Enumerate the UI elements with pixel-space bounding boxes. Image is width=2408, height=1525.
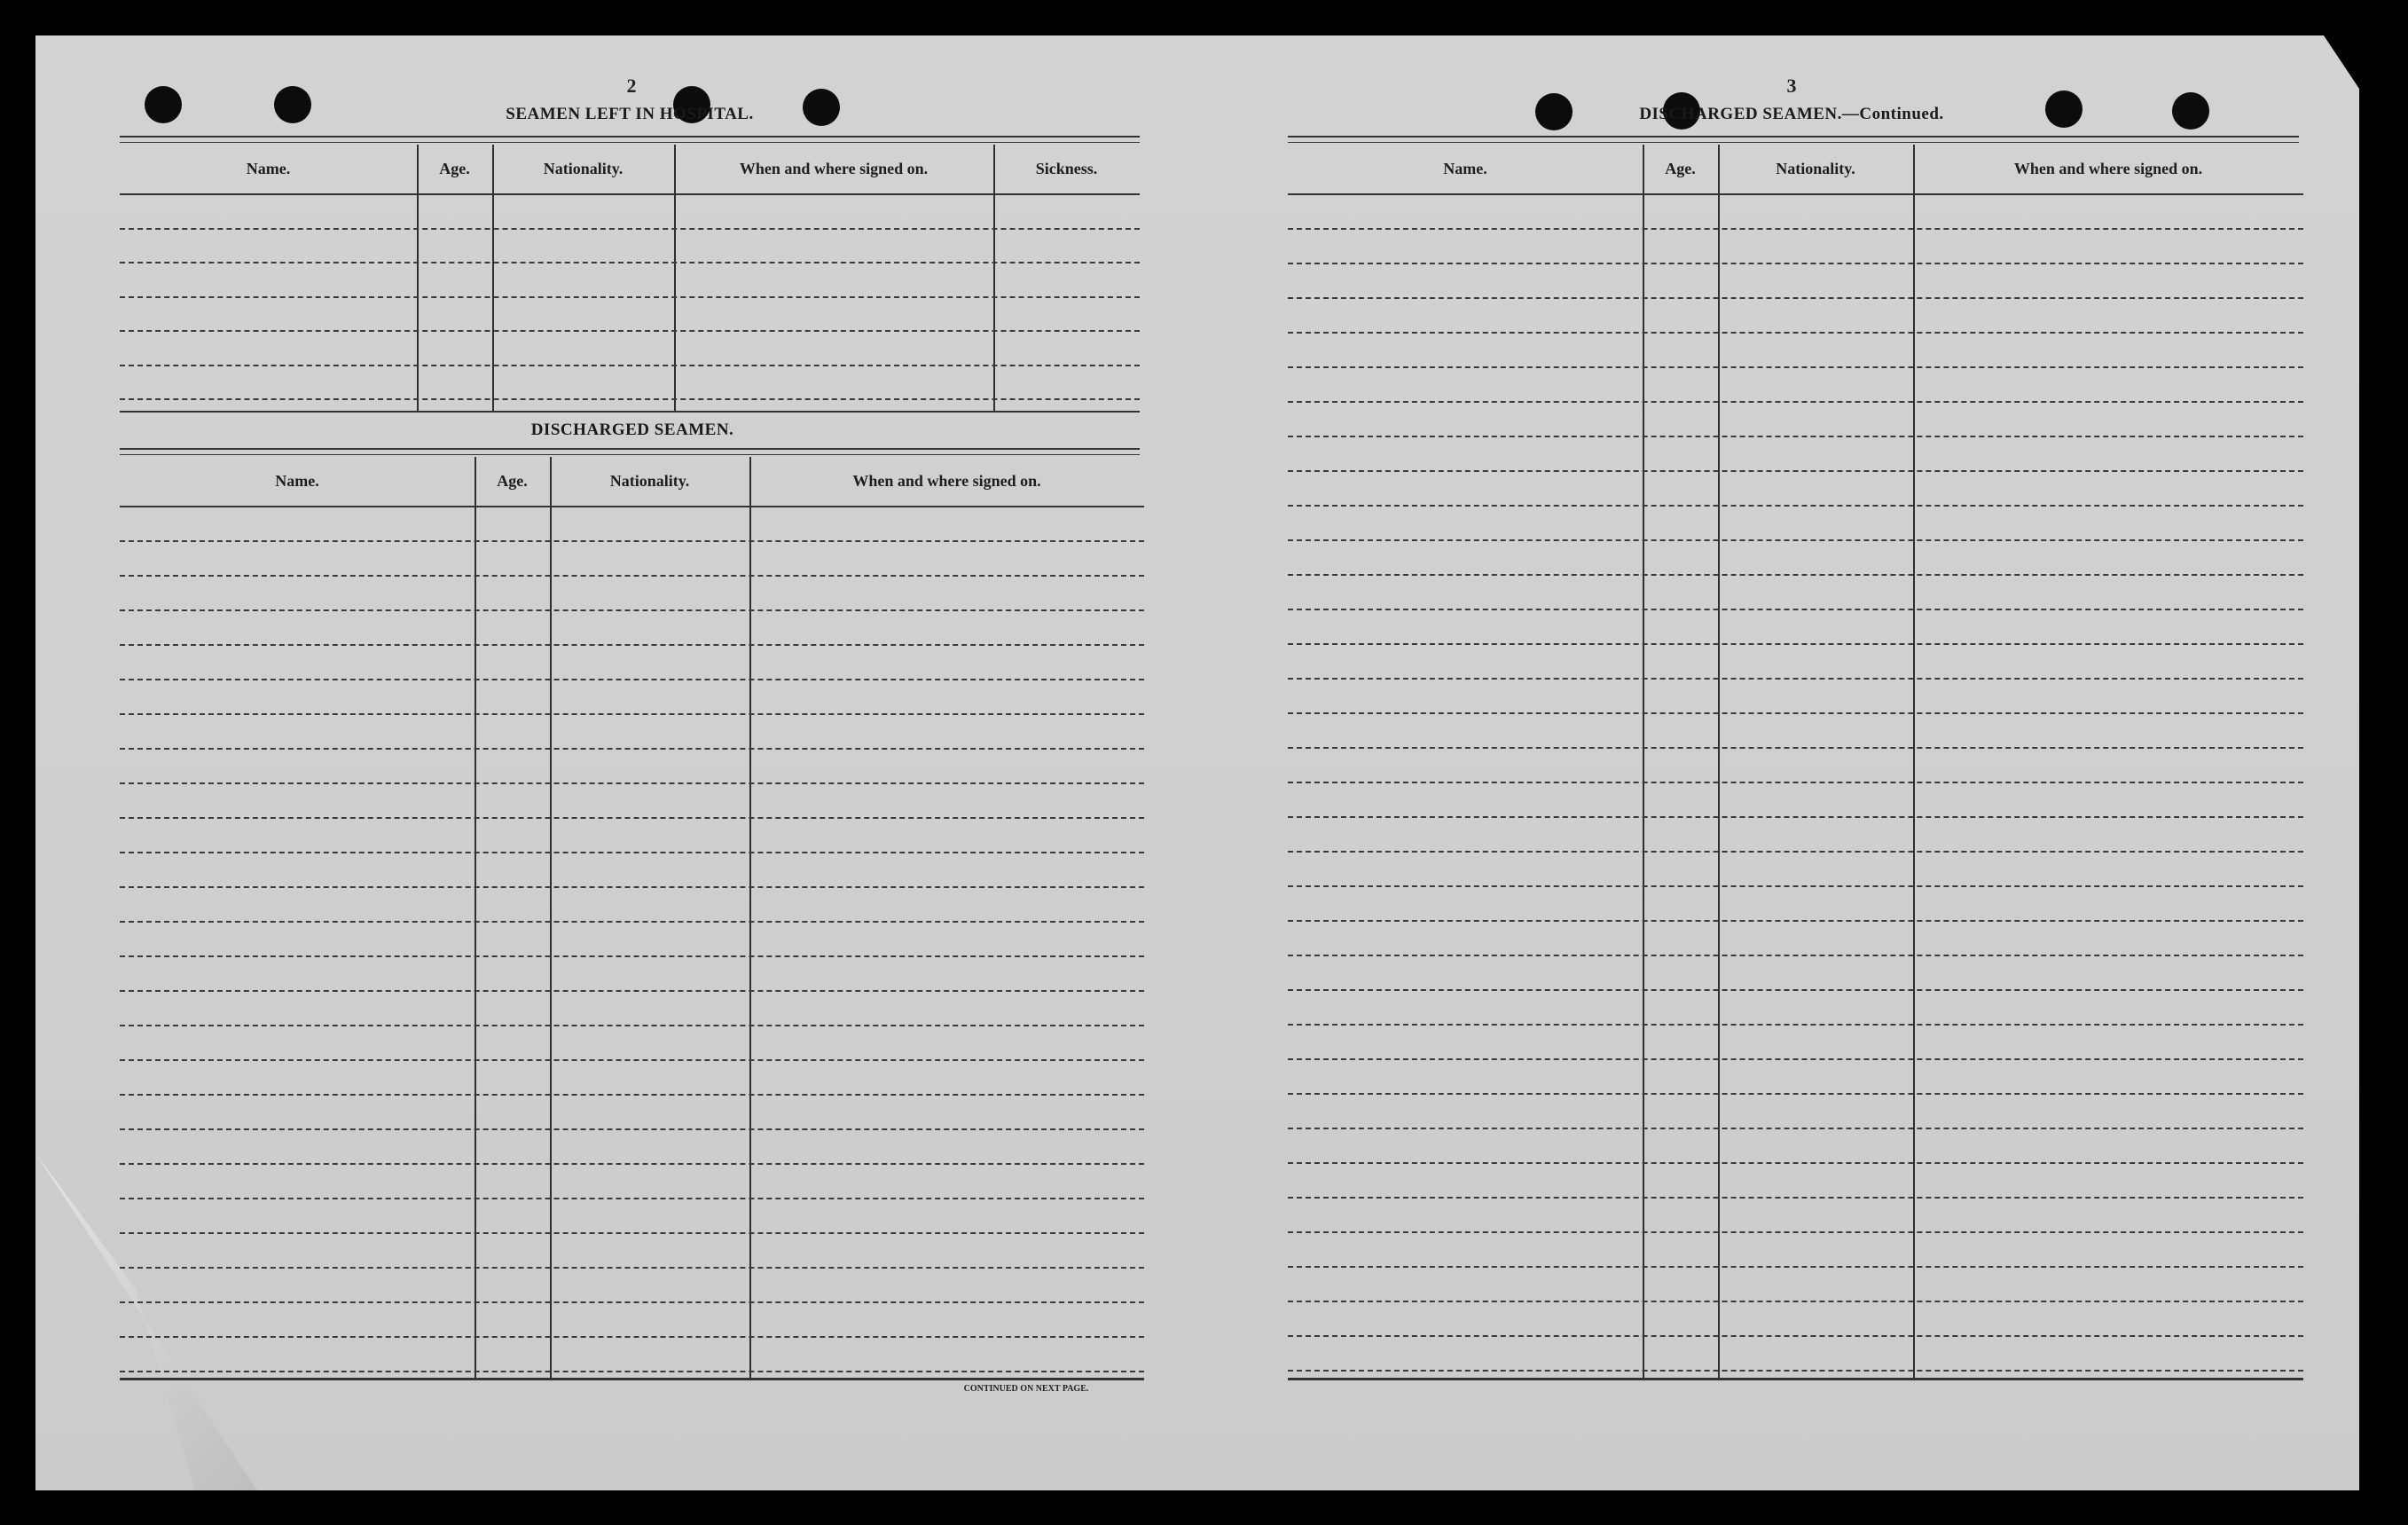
table-row	[120, 330, 1140, 332]
punch-hole	[803, 89, 840, 126]
column-divider	[417, 145, 419, 411]
table-row	[1288, 436, 2303, 437]
column-divider	[492, 145, 494, 411]
title-rule	[1288, 136, 2299, 143]
table-bottom-rule	[120, 1378, 1144, 1380]
table-row	[1288, 1231, 2303, 1233]
table-row	[1288, 782, 2303, 783]
table-row	[120, 1163, 1144, 1165]
table-row	[1288, 401, 2303, 403]
table-row	[120, 1371, 1144, 1372]
table-row	[1288, 1197, 2303, 1199]
table-row	[120, 1128, 1144, 1130]
column-header: Nationality.	[543, 160, 624, 177]
table-row	[1288, 228, 2303, 230]
column-header: When and where signed on.	[852, 472, 1041, 490]
punch-hole	[2045, 90, 2082, 128]
table-row	[120, 1059, 1144, 1061]
table-row	[1288, 712, 2303, 714]
column-divider	[993, 145, 995, 411]
punch-hole	[2172, 92, 2209, 130]
table-row	[120, 852, 1144, 853]
header-rule	[120, 193, 1140, 195]
table-row	[1288, 920, 2303, 922]
table-row	[120, 713, 1144, 715]
discharged-section-title: DISCHARGED SEAMEN.	[530, 421, 734, 439]
column-header: Name.	[1443, 160, 1487, 177]
title-rule	[120, 448, 1140, 455]
table-row	[120, 575, 1144, 577]
table-row	[1288, 885, 2303, 887]
table-row	[1288, 263, 2303, 264]
table-row	[1288, 851, 2303, 853]
column-divider	[1643, 145, 1644, 1380]
discharged-continued-title: DISCHARGED SEAMEN.—Continued.	[1639, 105, 1944, 123]
table-row	[1288, 609, 2303, 610]
table-row	[1288, 1024, 2303, 1026]
header-rule	[1288, 193, 2303, 195]
table-row	[120, 609, 1144, 611]
table-row	[120, 921, 1144, 923]
table-row	[120, 748, 1144, 750]
table-row	[1288, 816, 2303, 818]
table-row	[1288, 643, 2303, 645]
column-header: Nationality.	[609, 472, 690, 490]
column-header: Age.	[497, 472, 528, 490]
table-row	[1288, 1370, 2303, 1372]
table-row	[1288, 1128, 2303, 1129]
discharged-continued-table	[1288, 145, 2303, 1380]
table-row	[120, 540, 1144, 542]
continued-note: CONTINUED ON NEXT PAGE.	[963, 1384, 1089, 1394]
table-row	[120, 1267, 1144, 1269]
table-row	[120, 817, 1144, 819]
column-header: When and where signed on.	[739, 160, 929, 177]
table-row	[120, 644, 1144, 646]
page-number: 2	[626, 75, 637, 97]
table-row	[1288, 297, 2303, 299]
table-row	[120, 1301, 1144, 1303]
table-row	[120, 1094, 1144, 1096]
table-row	[120, 262, 1140, 263]
column-header: Name.	[275, 472, 319, 490]
table-row	[120, 1198, 1144, 1199]
table-row	[1288, 1093, 2303, 1095]
column-header: Age.	[1665, 160, 1696, 177]
column-header: When and where signed on.	[2013, 160, 2203, 177]
table-row	[120, 886, 1144, 888]
table-row	[120, 365, 1140, 366]
discharged-table	[120, 457, 1144, 1380]
table-row	[1288, 747, 2303, 749]
hospital-section-title: SEAMEN LEFT IN HOSPITAL.	[506, 105, 754, 123]
column-header: Sickness.	[1035, 160, 1098, 177]
table-row	[1288, 1266, 2303, 1268]
section-rule	[120, 411, 1140, 413]
table-row	[120, 228, 1140, 230]
table-row	[1288, 505, 2303, 507]
header-rule	[120, 506, 1144, 507]
column-divider	[749, 457, 751, 1380]
table-bottom-rule	[1288, 1378, 2303, 1380]
table-row	[1288, 1058, 2303, 1060]
table-row	[120, 1025, 1144, 1026]
table-row	[1288, 1335, 2303, 1337]
table-row	[120, 398, 1140, 400]
column-header: Name.	[246, 160, 291, 177]
hospital-table	[120, 145, 1140, 411]
table-row	[120, 296, 1140, 298]
table-row	[1288, 470, 2303, 472]
table-row	[1288, 1301, 2303, 1302]
table-row	[1288, 678, 2303, 680]
table-row	[120, 679, 1144, 680]
punch-hole	[274, 86, 311, 123]
table-row	[1288, 989, 2303, 991]
page-number: 3	[1786, 75, 1797, 97]
table-row	[120, 955, 1144, 957]
table-row	[120, 1232, 1144, 1234]
table-row	[1288, 366, 2303, 368]
column-divider	[475, 457, 476, 1380]
title-rule	[120, 136, 1140, 143]
table-row	[1288, 1162, 2303, 1164]
column-divider	[550, 457, 552, 1380]
table-row	[1288, 955, 2303, 956]
column-divider	[1913, 145, 1915, 1380]
column-header: Nationality.	[1776, 160, 1855, 177]
column-header: Age.	[439, 160, 470, 177]
table-row	[1288, 574, 2303, 576]
table-row	[120, 1336, 1144, 1338]
table-row	[120, 782, 1144, 784]
punch-hole	[1535, 93, 1573, 130]
table-row	[1288, 332, 2303, 334]
column-divider	[1718, 145, 1720, 1380]
table-row	[1288, 539, 2303, 541]
punch-hole	[145, 86, 182, 123]
column-divider	[674, 145, 676, 411]
table-row	[120, 990, 1144, 992]
